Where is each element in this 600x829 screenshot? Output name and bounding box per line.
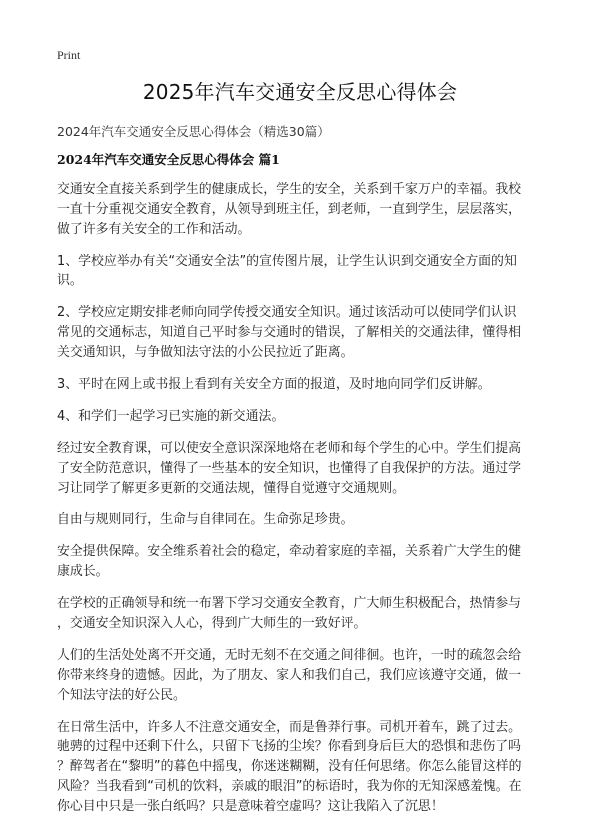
- paragraph-line: ？醉驾者在“黎明”的暮色中摇曳，你迷迷糊糊，没有任何思绪。你怎么能冒这样的: [57, 759, 522, 775]
- body-paragraph: [57, 252, 553, 292]
- page-title: 2025年汽车交通安全反思心得体会: [142, 80, 458, 104]
- section-heading: 2024年汽车交通安全反思心得体会 篇1: [57, 152, 280, 167]
- paragraph-line: 在日常生活中，许多人不注意交通安全，而是鲁莽行事。司机开着车，跳了过去。: [57, 719, 522, 735]
- paragraph-line: 识。: [57, 273, 83, 289]
- paragraph-line: 你带来终身的遗憾。因此，为了朋友、家人和我们自己，我们应该遵守交通，做一: [57, 667, 522, 683]
- body-paragraph: [57, 718, 553, 817]
- print-link[interactable]: Print: [57, 48, 81, 62]
- body-paragraph: [57, 180, 553, 239]
- paragraph-line: 交通安全直接关系到学生的健康成长，学生的安全，关系到千家万户的幸福。我校: [57, 182, 522, 197]
- article-subtitle: 2024年汽车交通安全反思心得体会（精选30篇）: [57, 124, 330, 139]
- paragraph-line: 关交通知识，与争做知法守法的小公民拉近了距离。: [57, 344, 354, 360]
- paragraph-line: 个知法守法的好公民。: [57, 687, 186, 703]
- paragraph-line: 康成长。: [57, 564, 109, 580]
- paragraph-line: 2、学校应定期安排老师向同学传授交通安全知识。通过该活动可以使同学们认识: [57, 305, 517, 321]
- paragraph-line: 经过安全教育课，可以使安全意识深深地烙在老师和每个学生的心中。学生们提高: [57, 440, 522, 456]
- paragraph-line: 在学校的正确领导和统一布署下学习交通安全教育，广大师生积极配合，热情参与: [57, 596, 522, 612]
- paragraph-line: 驰骋的过程中还剩下什么，只留下飞扬的尘埃？你看到身后巨大的恐惧和悲伤了吗: [57, 739, 522, 755]
- paragraph-line: 常见的交通标志，知道自己平时参与交通时的错误，了解相关的交通法律，懂得相: [57, 325, 522, 341]
- article-body: [57, 180, 553, 829]
- body-paragraph: [57, 646, 553, 705]
- paragraph-line: 习让同学了解更多更新的交通法规，懂得自觉遵守交通规则。: [57, 480, 406, 496]
- paragraph-line: ，交通安全知识深入人心，得到广大师生的一致好评。: [57, 616, 367, 632]
- paragraph-line: 人们的生活处处离不开交通，无时无刻不在交通之间徘徊。也许，一时的疏忽会给: [57, 648, 522, 664]
- body-paragraph: [57, 375, 553, 395]
- paragraph-line: 做了许多有关安全的工作和活动。: [57, 221, 251, 237]
- body-paragraph: [57, 303, 553, 362]
- paragraph-line: 你心目中只是一张白纸吗？只是意味着空虚吗？这让我陷入了沉思！: [57, 798, 444, 814]
- body-paragraph: [57, 594, 553, 634]
- paragraph-line: 3、平时在网上或书报上看到有关安全方面的报道，及时地向同学们反讲解。: [57, 376, 491, 392]
- paragraph-line: 1、学校应举办有关“交通安全法”的宣传图片展，让学生认识到交通安全方面的知: [57, 253, 517, 269]
- paragraph-line: 自由与规则同行，生命与自律同在。生命弥足珍贵。: [57, 512, 354, 528]
- body-paragraph: [57, 407, 553, 427]
- paragraph-line: 了安全防范意识，懂得了一些基本的安全知识，也懂得了自我保护的方法。通过学: [57, 460, 522, 476]
- body-paragraph: [57, 510, 553, 530]
- paragraph-line: 安全提供保障。安全维系着社会的稳定，牵动着家庭的幸福，关系着广大学生的健: [57, 544, 522, 560]
- paragraph-line: 4、和学们一起学习已实施的新交通法。: [57, 408, 285, 424]
- paragraph-line: 风险？当我看到“司机的饮料，亲戚的眼泪”的标语时，我为你的无知深感羞愧。在: [57, 779, 522, 794]
- paragraph-line: 一直十分重视交通安全教育，从领导到班主任，到老师，一直到学生，层层落实，: [57, 201, 522, 217]
- body-paragraph: [57, 439, 553, 498]
- body-paragraph: [57, 542, 553, 582]
